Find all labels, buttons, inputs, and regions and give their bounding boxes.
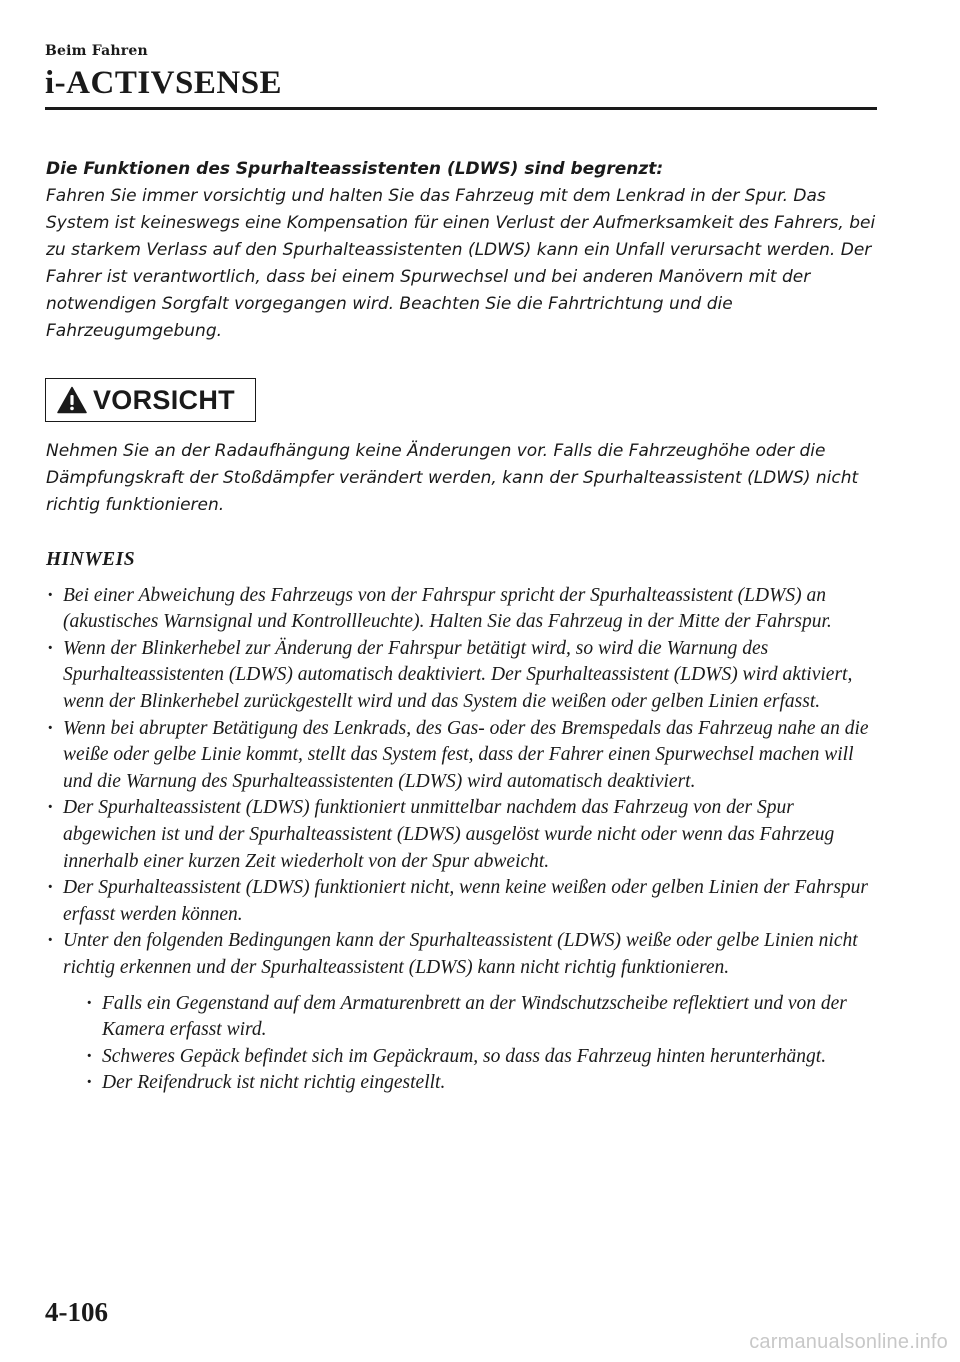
note-item: · Bei einer Abweichung des Fahrzeugs von der Fahrspur spricht der Spurhalteassistent (LDWS) an (akustisches Warnsignal und Kontrollleuchte). Halten Sie das Fahrzeug in der Mitte der Fahrspur.	[46, 583, 886, 636]
warning-triangle-icon	[57, 386, 87, 414]
note-item: · Wenn der Blinkerhebel zur Änderung der Fahrspur betätigt wird, so wird die Warnung des Spurhalteassistenten (LDWS) automatisch deaktiviert. Der Spurhalteassistent (LDWS) wird aktiviert, wenn der Blinkerhebel zurückgestellt wird und das System die weißen oder gelben Linien erfasst.	[46, 636, 886, 716]
note-item-with-sublist	[46, 928, 886, 1097]
note-item: · Der Spurhalteassistent (LDWS) funktioniert unmittelbar nachdem das Fahrzeug von der Spur abgewichen ist und der Spurhalteassistent (LDWS) ausgelöst wurde nicht oder wenn das Fahrzeug innerhalb einer kurzen Zeit wiederholt von der Spur abweicht.	[46, 795, 886, 875]
warning-block	[46, 156, 886, 345]
warning-body: Fahren Sie immer vorsichtig und halten Sie das Fahrzeug mit dem Lenkrad in der Spur. Das System ist keineswegs eine Kompensation für einen Verlust der Aufmerksamkeit des Fahrers, bei zu starkem Verlass auf den Spurhalteassistenten (LDWS) kann ein Unfall verursacht werden. Der Fahrer ist verantwortlich, dass bei einem Spurwechsel und bei anderen Manövern mit der notwendigen Sorgfalt vorgegangen wird. Beachten Sie die Fahrtrichtung und die Fahrzeugumgebung.	[46, 186, 876, 341]
caution-label: VORSICHT	[93, 384, 235, 415]
note-sub-item: · Falls ein Gegenstand auf dem Armaturenbrett an der Windschutzscheibe reflektiert und von der Kamera erfasst wird.	[85, 991, 886, 1044]
page-number: 4-106	[45, 1297, 108, 1327]
header-divider	[45, 107, 877, 110]
note-heading: HINWEIS	[46, 549, 136, 570]
note-block	[46, 547, 886, 1097]
note-item: · Der Spurhalteassistent (LDWS) funktioniert nicht, wenn keine weißen oder gelben Linien der Fahrspur erfasst werden können.	[46, 875, 886, 928]
note-item-text: Unter den folgenden Bedingungen kann der Spurhalteassistent (LDWS) weiße oder gelbe Linien nicht richtig erkennen und der Spurhalteassistent (LDWS) kann nicht richtig funktionieren.	[63, 930, 858, 978]
caution-label-box	[45, 378, 256, 422]
note-sub-item: · Der Reifendruck ist nicht richtig eingestellt.	[85, 1070, 886, 1097]
watermark: carmanualsonline.info	[749, 1331, 948, 1353]
note-item: · Wenn bei abrupter Betätigung des Lenkrads, des Gas- oder des Bremspedals das Fahrzeug nahe an die weiße oder gelbe Linie kommt, stellt das System fest, dass der Fahrer einen Spurwechsel machen will und die Warnung des Spurhalteassistenten (LDWS) wird automatisch deaktiviert.	[46, 716, 886, 796]
page-header	[45, 42, 877, 102]
chapter-title: i-ACTIVSENSE	[45, 65, 283, 101]
warning-heading: Die Funktionen des Spurhalteassistenten (LDWS) sind begrenzt:	[46, 159, 664, 179]
caution-text: Nehmen Sie an der Radaufhängung keine Änderungen vor. Falls die Fahrzeughöhe oder die Dämpfungskraft der Stoßdämpfer verändert werden, kann der Spurhalteassistent (LDWS) nicht richtig funktionieren.	[46, 441, 859, 515]
note-sub-list	[63, 991, 886, 1097]
note-sub-item: · Schweres Gepäck befindet sich im Gepäckraum, so dass das Fahrzeug hinten herunterhängt.	[85, 1044, 886, 1071]
note-list	[46, 583, 886, 1097]
section-label: Beim Fahren	[45, 43, 148, 59]
